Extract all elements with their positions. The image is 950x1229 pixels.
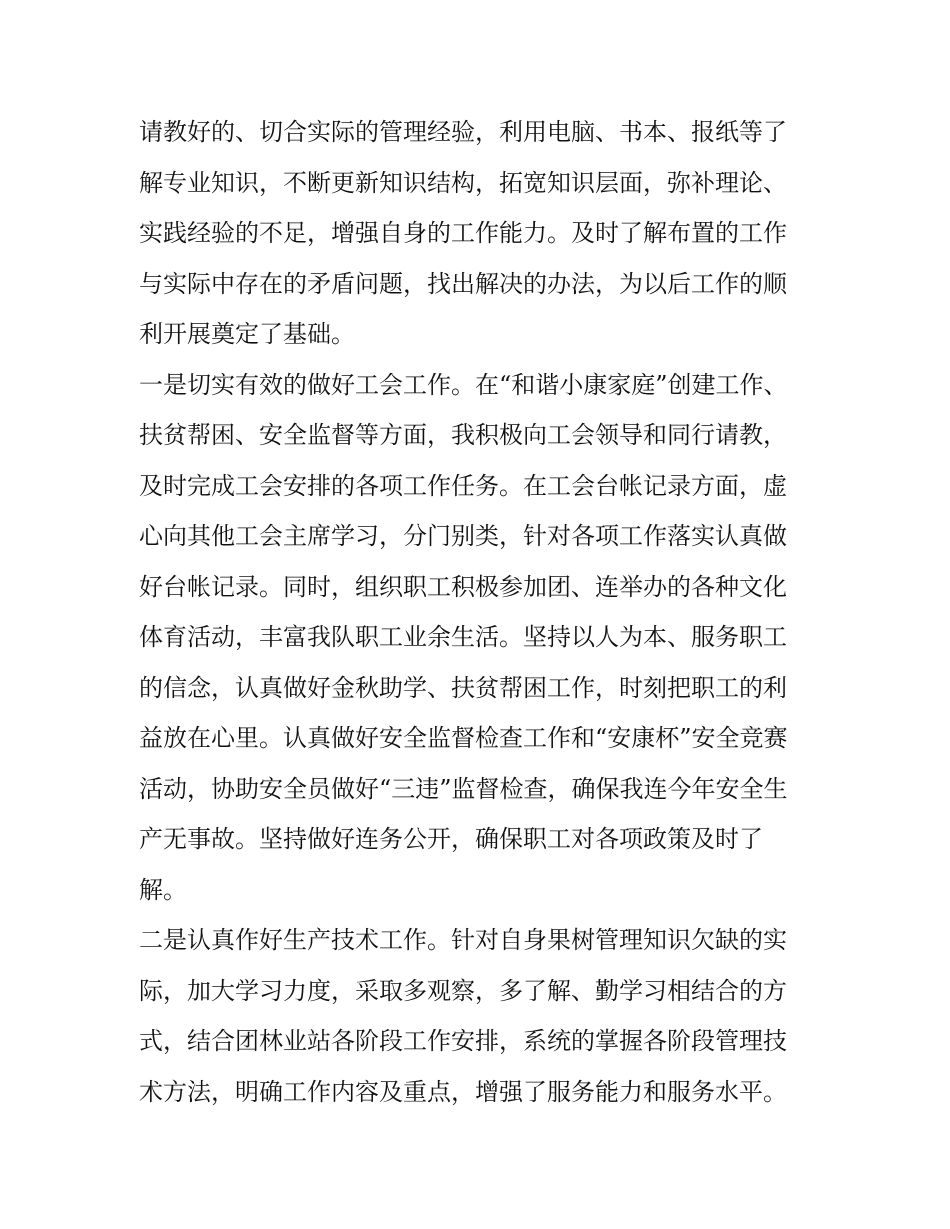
text-line: 的信念，认真做好金秋助学、扶贫帮困工作，时刻把职工的利 xyxy=(139,673,787,702)
paragraph-1 xyxy=(139,107,829,360)
text-line: 一是切实有效的做好工会工作。在“和谐小康家庭”创建工作、 xyxy=(139,370,788,399)
paragraph-3 xyxy=(139,915,829,1117)
text-line: 心向其他工会主席学习，分门别类，针对各项工作落实认真做 xyxy=(139,522,787,550)
text-line: 二是认真作好生产技术工作。针对自身果树管理知识欠缺的实 xyxy=(139,926,787,954)
text-line: 式，结合团林业站各阶段工作安排，系统的掌握各阶段管理技 xyxy=(139,1027,787,1055)
document-body xyxy=(139,107,829,1117)
text-line: 扶贫帮困、安全监督等方面，我积极向工会领导和同行请教， xyxy=(139,421,787,449)
text-line: 及时完成工会安排的各项工作任务。在工会台帐记录方面，虚 xyxy=(139,471,787,500)
paragraph-2 xyxy=(139,360,829,916)
text-line: 好台帐记录。同时，组织职工积极参加团、连举办的各种文化 xyxy=(139,572,787,601)
text-line: 体育活动，丰富我队职工业余生活。坚持以人为本、服务职工 xyxy=(139,623,787,651)
text-line: 解专业知识，不断更新知识结构，拓宽知识层面，弥补理论、 xyxy=(139,168,787,197)
text-line: 术方法，明确工作内容及重点，增强了服务能力和服务水平。 xyxy=(139,1077,787,1106)
text-line: 解。 xyxy=(139,875,187,904)
text-line: 益放在心里。认真做好安全监督检查工作和“安康杯”安全竞赛 xyxy=(139,724,788,752)
text-line: 活动，协助安全员做好“三违”监督检查，确保我连今年安全生 xyxy=(139,774,788,803)
text-line: 与实际中存在的矛盾问题，找出解决的办法，为以后工作的顺 xyxy=(139,269,787,298)
text-line: 际，加大学习力度，采取多观察，多了解、勤学习相结合的方 xyxy=(139,976,787,1005)
text-line: 实践经验的不足，增强自身的工作能力。及时了解布置的工作 xyxy=(139,219,787,247)
text-line: 产无事故。坚持做好连务公开，确保职工对各项政策及时了 xyxy=(139,825,763,853)
text-line: 利开展奠定了基础。 xyxy=(139,320,355,348)
text-line: 请教好的、切合实际的管理经验，利用电脑、书本、报纸等了 xyxy=(139,118,787,146)
